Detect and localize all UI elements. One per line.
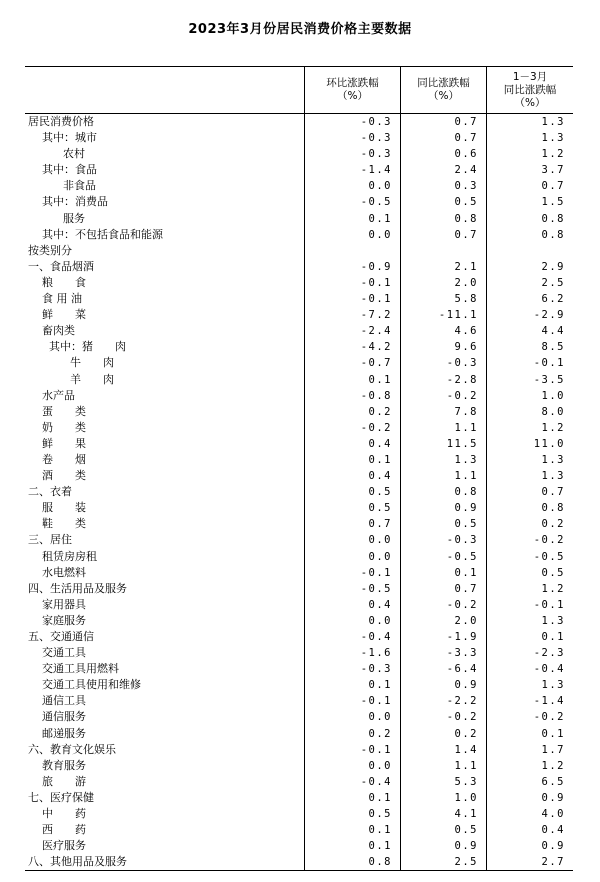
ytd-value: 1.2 <box>541 582 565 595</box>
mom-value: 0.0 <box>305 227 401 243</box>
ytd-value: -0.4 <box>533 663 565 676</box>
table-row <box>25 532 573 548</box>
ytd-value: 2.9 <box>541 260 565 273</box>
yoy-value: 1.3 <box>401 452 487 468</box>
ytd-value: 0.1 <box>541 727 565 740</box>
row-label: 服务 <box>25 211 305 227</box>
mom-value: 0.1 <box>305 822 401 838</box>
ytd-value: -2.9 <box>533 309 565 322</box>
row-label: 六、教育文化娱乐 <box>25 742 305 758</box>
table-row <box>25 790 573 806</box>
yoy-value: 4.6 <box>401 323 487 339</box>
ytd-value: -1.4 <box>533 695 565 708</box>
row-label: 酒 类 <box>25 468 305 484</box>
mom-value: -0.3 <box>305 661 401 677</box>
table-row <box>25 404 573 420</box>
mom-value: 0.4 <box>305 468 401 484</box>
mom-value: -1.6 <box>305 645 401 661</box>
table-row <box>25 307 573 323</box>
yoy-value: -1.9 <box>401 629 487 645</box>
mom-value: -2.4 <box>305 323 401 339</box>
row-label: 交通工具用燃料 <box>25 661 305 677</box>
ytd-value: 0.7 <box>541 180 565 193</box>
mom-value: 0.4 <box>305 436 401 452</box>
yoy-value: -11.1 <box>401 307 487 323</box>
ytd-value: 1.3 <box>541 470 565 483</box>
table-row <box>25 452 573 468</box>
yoy-value: 0.3 <box>401 178 487 194</box>
mom-value: 0.0 <box>305 532 401 548</box>
yoy-value: 7.8 <box>401 404 487 420</box>
header-ytd-line1: 1－3月 <box>512 70 548 83</box>
mom-value: -0.3 <box>305 114 401 130</box>
mom-value: 0.7 <box>305 516 401 532</box>
table-row <box>25 162 573 178</box>
table-row <box>25 581 573 597</box>
row-label: 西 药 <box>25 822 305 838</box>
row-label: 交通工具 <box>25 645 305 661</box>
mom-value: 0.2 <box>305 726 401 742</box>
table-row <box>25 597 573 613</box>
table-row <box>25 758 573 774</box>
row-label: 奶 类 <box>25 420 305 436</box>
header-mom <box>305 67 401 113</box>
mom-value: 0.5 <box>305 806 401 822</box>
ytd-value: 0.9 <box>541 791 565 804</box>
row-label: 农村 <box>25 146 305 162</box>
yoy-value: 0.2 <box>401 726 487 742</box>
table-row <box>25 726 573 742</box>
ytd-value: 6.5 <box>541 775 565 788</box>
mom-value: -0.3 <box>305 146 401 162</box>
mom-value: 0.1 <box>305 211 401 227</box>
table-row <box>25 838 573 854</box>
mom-value: 0.2 <box>305 404 401 420</box>
table-row <box>25 291 573 307</box>
ytd-value: 0.5 <box>541 566 565 579</box>
table-row <box>25 693 573 709</box>
yoy-value: 5.8 <box>401 291 487 307</box>
ytd-value: 0.4 <box>541 824 565 837</box>
table-row <box>25 822 573 838</box>
table-row <box>25 146 573 162</box>
table-row <box>25 661 573 677</box>
yoy-value: 0.5 <box>401 822 487 838</box>
table-row <box>25 484 573 500</box>
mom-value: -0.9 <box>305 259 401 275</box>
row-label: 教育服务 <box>25 758 305 774</box>
table-row <box>25 516 573 532</box>
ytd-value: -0.5 <box>533 550 565 563</box>
yoy-value: 0.9 <box>401 677 487 693</box>
row-label: 医疗服务 <box>25 838 305 854</box>
ytd-value: 4.4 <box>541 325 565 338</box>
mom-value: -1.4 <box>305 162 401 178</box>
header-mom-line2: （%） <box>337 90 368 102</box>
mom-value: 0.0 <box>305 549 401 565</box>
yoy-value: 2.1 <box>401 259 487 275</box>
row-label: 家庭服务 <box>25 613 305 629</box>
yoy-value: 0.5 <box>401 516 487 532</box>
row-label: 其中：不包括食品和能源 <box>25 227 305 243</box>
yoy-value: 0.7 <box>401 227 487 243</box>
yoy-value: 0.7 <box>401 114 487 130</box>
table-row <box>25 227 573 243</box>
table-row <box>25 742 573 758</box>
yoy-value: 0.9 <box>401 500 487 516</box>
ytd-value: 11.0 <box>533 437 565 450</box>
yoy-value: 2.5 <box>401 854 487 870</box>
ytd-value: 1.7 <box>541 743 565 756</box>
header-ytd-line2: 同比涨跌幅 <box>503 83 557 96</box>
row-label: 畜肉类 <box>25 323 305 339</box>
yoy-value: -0.3 <box>401 355 487 371</box>
mom-value: -0.4 <box>305 774 401 790</box>
table-row <box>25 388 573 404</box>
ytd-value: -2.3 <box>533 647 565 660</box>
yoy-value: 2.4 <box>401 162 487 178</box>
ytd-value: 0.7 <box>541 486 565 499</box>
ytd-value: 8.5 <box>541 341 565 354</box>
mom-value: 0.1 <box>305 790 401 806</box>
row-label: 八、其他用品及服务 <box>25 854 305 870</box>
table-row <box>25 500 573 516</box>
mom-value: -0.7 <box>305 355 401 371</box>
yoy-value: 1.4 <box>401 742 487 758</box>
mom-value: 0.0 <box>305 178 401 194</box>
table-row <box>25 468 573 484</box>
ytd-value: 1.3 <box>541 116 565 128</box>
mom-value: -0.1 <box>305 291 401 307</box>
yoy-value: -6.4 <box>401 661 487 677</box>
table-row <box>25 565 573 581</box>
table-row <box>25 178 573 194</box>
row-label: 交通工具使用和维修 <box>25 677 305 693</box>
table-body <box>25 114 573 870</box>
table-row <box>25 194 573 210</box>
mom-value: -0.4 <box>305 629 401 645</box>
mom-value: 0.5 <box>305 484 401 500</box>
header-yoy-line1: 同比涨跌幅 <box>417 77 470 89</box>
mom-value: -0.1 <box>305 565 401 581</box>
mom-value: -0.5 <box>305 581 401 597</box>
yoy-value: -0.3 <box>401 532 487 548</box>
yoy-value: 9.6 <box>401 339 487 355</box>
yoy-value: -0.2 <box>401 388 487 404</box>
row-label: 羊 肉 <box>25 372 305 388</box>
mom-value: -0.1 <box>305 275 401 291</box>
mom-value: -0.5 <box>305 194 401 210</box>
yoy-value: 0.1 <box>401 565 487 581</box>
row-label: 家用器具 <box>25 597 305 613</box>
yoy-value: 5.3 <box>401 774 487 790</box>
ytd-value: 3.7 <box>541 164 565 177</box>
row-label: 服 装 <box>25 500 305 516</box>
yoy-value: 2.0 <box>401 613 487 629</box>
table-row <box>25 549 573 565</box>
row-label: 食 用 油 <box>25 291 305 307</box>
table-row <box>25 114 573 130</box>
ytd-value: 0.2 <box>541 518 565 531</box>
table-row <box>25 854 573 870</box>
ytd-value: 1.3 <box>541 453 565 466</box>
row-label: 五、交通通信 <box>25 629 305 645</box>
ytd-value: 1.3 <box>541 132 565 145</box>
mom-value: 0.5 <box>305 500 401 516</box>
row-label: 水产品 <box>25 388 305 404</box>
mom-value: 0.1 <box>305 452 401 468</box>
yoy-value: -2.8 <box>401 372 487 388</box>
table-row <box>25 709 573 725</box>
table-row <box>25 259 573 275</box>
header-yoy-line2: （%） <box>428 90 459 102</box>
ytd-value <box>487 243 573 259</box>
row-label: 鞋 类 <box>25 516 305 532</box>
yoy-value: 11.5 <box>401 436 487 452</box>
cpi-table <box>25 66 573 871</box>
table-row <box>25 355 573 371</box>
yoy-value: 0.5 <box>401 194 487 210</box>
row-label: 三、居住 <box>25 532 305 548</box>
yoy-value: -0.2 <box>401 597 487 613</box>
row-label: 居民消费价格 <box>25 114 305 130</box>
header-blank-cell <box>25 67 305 113</box>
mom-value: 0.4 <box>305 597 401 613</box>
mom-value: 0.0 <box>305 613 401 629</box>
row-label: 牛 肉 <box>25 355 305 371</box>
yoy-value: 0.9 <box>401 838 487 854</box>
table-row <box>25 436 573 452</box>
row-label: 蛋 类 <box>25 404 305 420</box>
header-mom-line1: 环比涨跌幅 <box>326 77 379 89</box>
row-label: 粮 食 <box>25 275 305 291</box>
row-label: 水电燃料 <box>25 565 305 581</box>
table-row <box>25 372 573 388</box>
ytd-value: 1.3 <box>541 679 565 692</box>
yoy-value: 0.8 <box>401 484 487 500</box>
yoy-value: 0.7 <box>401 130 487 146</box>
mom-value: -4.2 <box>305 339 401 355</box>
yoy-value: -2.2 <box>401 693 487 709</box>
mom-value: -7.2 <box>305 307 401 323</box>
ytd-value: -0.2 <box>533 534 565 547</box>
row-label: 中 药 <box>25 806 305 822</box>
table-row <box>25 323 573 339</box>
table-row <box>25 774 573 790</box>
table-row <box>25 420 573 436</box>
yoy-value: 0.7 <box>401 581 487 597</box>
yoy-value: 0.6 <box>401 146 487 162</box>
yoy-value <box>401 243 487 259</box>
ytd-value: 4.0 <box>541 808 565 821</box>
ytd-value: 0.9 <box>541 840 565 853</box>
header-ytd-line3: （%） <box>514 96 546 109</box>
row-label: 二、衣着 <box>25 484 305 500</box>
ytd-value: 0.1 <box>541 631 565 643</box>
mom-value: 0.0 <box>305 758 401 774</box>
table-row <box>25 130 573 146</box>
row-label: 按类别分 <box>25 243 305 259</box>
yoy-value: -3.3 <box>401 645 487 661</box>
row-label: 通信工具 <box>25 693 305 709</box>
ytd-value: -0.1 <box>533 598 565 611</box>
ytd-value: 1.2 <box>541 759 565 772</box>
row-label: 其中：食品 <box>25 162 305 178</box>
row-label: 鲜 果 <box>25 436 305 452</box>
yoy-value: 2.0 <box>401 275 487 291</box>
ytd-value: 0.8 <box>541 502 565 515</box>
page-title: 2023年3月份居民消费价格主要数据 <box>188 22 412 37</box>
row-label: 其中：猪 肉 <box>25 339 305 355</box>
row-label: 通信服务 <box>25 709 305 725</box>
table-row <box>25 806 573 822</box>
ytd-value: 8.0 <box>541 405 565 418</box>
table-row <box>25 677 573 693</box>
row-label: 邮递服务 <box>25 726 305 742</box>
row-label: 鲜 菜 <box>25 307 305 323</box>
row-label: 一、食品烟酒 <box>25 259 305 275</box>
header-ytd <box>487 67 573 113</box>
table-row <box>25 339 573 355</box>
mom-value: -0.2 <box>305 420 401 436</box>
ytd-value: -0.1 <box>533 357 565 370</box>
yoy-value: -0.5 <box>401 549 487 565</box>
mom-value: -0.1 <box>305 742 401 758</box>
ytd-value: -3.5 <box>533 373 565 386</box>
table-row <box>25 275 573 291</box>
ytd-value: 2.5 <box>541 276 565 289</box>
yoy-value: 1.1 <box>401 758 487 774</box>
ytd-value: 1.2 <box>541 421 565 434</box>
ytd-value: 0.8 <box>541 212 565 225</box>
row-label: 租赁房房租 <box>25 549 305 565</box>
table-header <box>25 67 573 114</box>
row-label: 其中：城市 <box>25 130 305 146</box>
mom-value: 0.0 <box>305 709 401 725</box>
yoy-value: 1.1 <box>401 420 487 436</box>
ytd-value: 2.7 <box>541 856 565 869</box>
mom-value: 0.1 <box>305 372 401 388</box>
mom-value: -0.3 <box>305 130 401 146</box>
yoy-value: 4.1 <box>401 806 487 822</box>
yoy-value: -0.2 <box>401 709 487 725</box>
mom-value: 0.1 <box>305 838 401 854</box>
yoy-value: 1.0 <box>401 790 487 806</box>
table-row <box>25 243 573 259</box>
ytd-value: -0.2 <box>533 711 565 724</box>
row-label: 卷 烟 <box>25 452 305 468</box>
row-label: 旅 游 <box>25 774 305 790</box>
row-label: 非食品 <box>25 178 305 194</box>
ytd-value: 1.5 <box>541 196 565 209</box>
mom-value: -0.1 <box>305 693 401 709</box>
table-row <box>25 645 573 661</box>
table-row <box>25 211 573 227</box>
header-yoy <box>401 67 487 113</box>
table-row <box>25 613 573 629</box>
row-label: 七、医疗保健 <box>25 790 305 806</box>
row-label: 其中：消费品 <box>25 194 305 210</box>
ytd-value: 0.8 <box>541 228 565 241</box>
ytd-value: 1.0 <box>541 389 565 402</box>
ytd-value: 1.2 <box>541 148 565 161</box>
mom-value: 0.1 <box>305 677 401 693</box>
row-label: 四、生活用品及服务 <box>25 581 305 597</box>
table-row <box>25 629 573 645</box>
ytd-value: 1.3 <box>541 614 565 627</box>
mom-value: 0.8 <box>305 854 401 870</box>
mom-value <box>305 243 401 259</box>
yoy-value: 1.1 <box>401 468 487 484</box>
mom-value: -0.8 <box>305 388 401 404</box>
yoy-value: 0.8 <box>401 211 487 227</box>
ytd-value: 6.2 <box>541 293 565 306</box>
